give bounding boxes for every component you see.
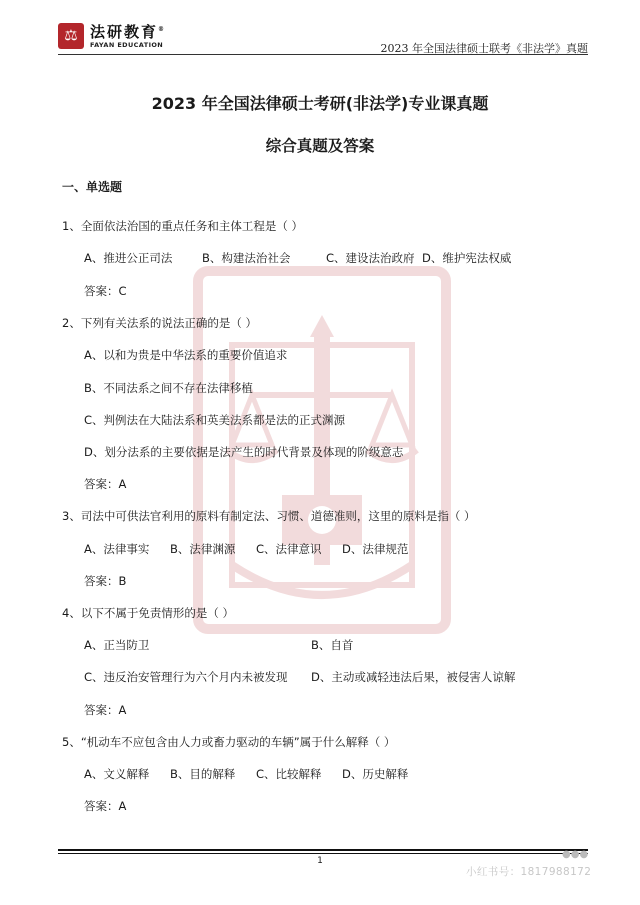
option: C、建设法治政府 [326,251,415,265]
option: C、判例法在大陆法系和英美法系都是法的正式渊源 [84,413,346,427]
registered-mark: ® [158,26,167,33]
page-header [58,14,588,58]
question-stem: 2、下列有关法系的说法正确的是（ ） [62,316,257,330]
option: D、维护宪法权威 [422,251,512,265]
answer-line: 答案：A [84,799,127,813]
section-heading: 一、单选题 [62,180,123,194]
footer-divider-thin [58,853,588,854]
options-row [84,250,511,266]
option: B、不同法系之间不存在法律移植 [84,381,253,395]
option: B、自首 [311,638,354,652]
question-stem: 3、司法中可供法官利用的原料有制定法、习惯、道德准则，这里的原料是指（ ） [62,509,476,523]
brand-logo [58,22,166,49]
document-subtitle: 综合真题及答案 [265,137,375,155]
option: C、违反治安管理行为六个月内未被发现 [84,670,288,684]
options-row [84,637,353,653]
more-dots-icon: ●●● [562,849,589,860]
option: C、比较解释 [256,767,322,781]
option: C、法律意识 [256,542,322,556]
answer-line: 答案：B [84,574,127,588]
option: B、构建法治社会 [202,251,291,265]
logo-icon: ⚖ [58,23,84,49]
option: A、以和为贵是中华法系的重要价值追求 [84,348,288,362]
answer-line: 答案：C [84,284,127,298]
options-row [84,541,408,557]
option: D、主动或减轻违法后果，被侵害人谅解 [311,670,516,684]
question-stem: 1、全面依法治国的重点任务和主体工程是（ ） [62,219,303,233]
option: D、历史解释 [342,767,409,781]
header-divider [58,54,588,55]
footer-divider [58,849,588,851]
logo-chinese-name: 法研教育® [90,23,167,41]
xiaohongshu-watermark: 小红书号：1817988172 [466,866,592,878]
option: A、推进公正司法 [84,251,173,265]
options-row [84,766,408,782]
option: A、法律事实 [84,542,150,556]
document-title: 2023 年全国法律硕士考研(非法学)专业课真题 [151,94,489,113]
question-stem: 5、“机动车不应包含由人力或畜力驱动的车辆”属于什么解释（ ） [62,735,396,749]
page-number: 1 [317,856,323,866]
running-header-title: 2023 年全国法律硕士联考《非法学》真题 [380,42,588,55]
answer-line: 答案：A [84,477,127,491]
option: D、划分法系的主要依据是法产生的时代背景及体现的阶级意志 [84,445,404,459]
question-stem: 4、以下不属于免责情形的是（ ） [62,606,234,620]
options-row [84,669,515,685]
answer-line: 答案：A [84,703,127,717]
logo-english-name: FAYAN EDUCATION [90,41,164,49]
option: A、文义解释 [84,767,150,781]
option: B、目的解释 [170,767,236,781]
option: A、正当防卫 [84,638,150,652]
option: B、法律渊源 [170,542,236,556]
option: D、法律规范 [342,542,409,556]
